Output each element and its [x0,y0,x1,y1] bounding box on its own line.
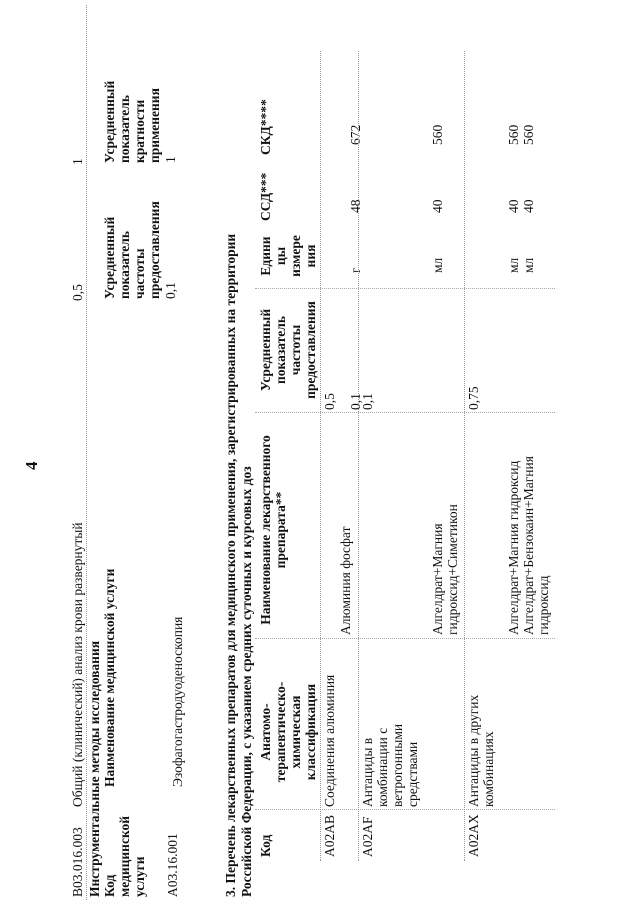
drugs-row-frequency: 0,75 [466,386,481,410]
drug-unit: мл [521,257,536,273]
drug-name: Алгелдрат+Магния гидроксид+Симетикон [430,504,460,635]
instr-header-name: Наименование медицинской услуги [102,568,117,787]
instr-header-frequency: Усредненный показатель частоты предоставления [102,201,162,299]
top-row-name: Общий (клинический) анализ крови развернутый [70,522,85,807]
drugs-row-code: A02AF [360,816,375,857]
instr-header-code: Код медицинской услуги [102,815,147,897]
drug-frequency: 0,1 [348,393,363,410]
drugs-header-atc: Анатомо- терапевтическо- химическая классификация [258,681,318,783]
column-rule [255,288,555,289]
drug-sdd: 40 [506,199,521,213]
drugs-row-frequency: 0,5 [322,393,337,410]
drugs-row-frequency: 0,1 [360,393,375,410]
instrumental-heading: Инструментальные методы исследования [87,640,102,897]
column-rule [255,412,555,413]
drugs-header-units: Едини цы измере ния [258,235,318,277]
drugs-header-sdd: ССД*** [258,172,273,221]
drug-name: Алгелдрат+Бензокаин+Магния гидроксид [521,456,551,635]
divider [358,51,359,861]
instr-row-frequency: 0,1 [163,282,178,299]
drug-name: Алюминия фосфат [338,526,353,635]
drugs-heading: 3. Перечень лекарственных препаратов для медицинского применения, зарегистрированных на территории Российской Федерации, с указанием средних суточных и курсовых доз [223,233,254,897]
drug-skd: 672 [348,124,363,145]
divider [464,51,465,861]
page-number: 4 [22,461,41,470]
drug-unit: мл [506,257,521,273]
drug-sdd: 48 [348,199,363,213]
drugs-row-atc: Соединения алюминия [322,674,337,807]
top-row-multiplicity: 1 [70,158,85,165]
drugs-row-atc: Антациды в комбинации с ветрогонными средствами [360,723,420,807]
top-row-code: B03.016.003 [70,827,85,897]
drugs-header-drug: Наименование лекарственного препарата** [258,435,288,625]
drugs-header-skd: СКД**** [258,99,273,155]
drug-unit: мл [430,257,445,273]
column-rule [255,809,555,810]
drug-skd: 560 [521,124,536,145]
drug-unit: г [348,267,363,273]
top-row-frequency: 0,5 [70,284,85,301]
drugs-header-frequency: Усредненный показатель частоты предоставления [258,301,318,399]
column-rule [255,638,555,639]
drug-skd: 560 [430,124,445,145]
instr-row-code: A03.16.001 [165,833,180,897]
drugs-header-code: Код [258,834,273,857]
instr-row-multiplicity: 1 [163,156,178,163]
drug-sdd: 40 [430,199,445,213]
drug-skd: 560 [506,124,521,145]
drugs-row-atc: Антациды в других комбинациях [466,694,496,807]
drug-sdd: 40 [521,199,536,213]
instr-row-name: Эзофагогастродуоденоскопия [170,616,185,787]
divider [320,51,321,861]
drug-name: Алгелдрат+Магния гидроксид [506,460,521,635]
instr-header-multiplicity: Усредненный показатель кратности применения [102,80,162,163]
drugs-row-code: A02AB [322,814,337,857]
drugs-row-code: A02AX [466,814,481,857]
